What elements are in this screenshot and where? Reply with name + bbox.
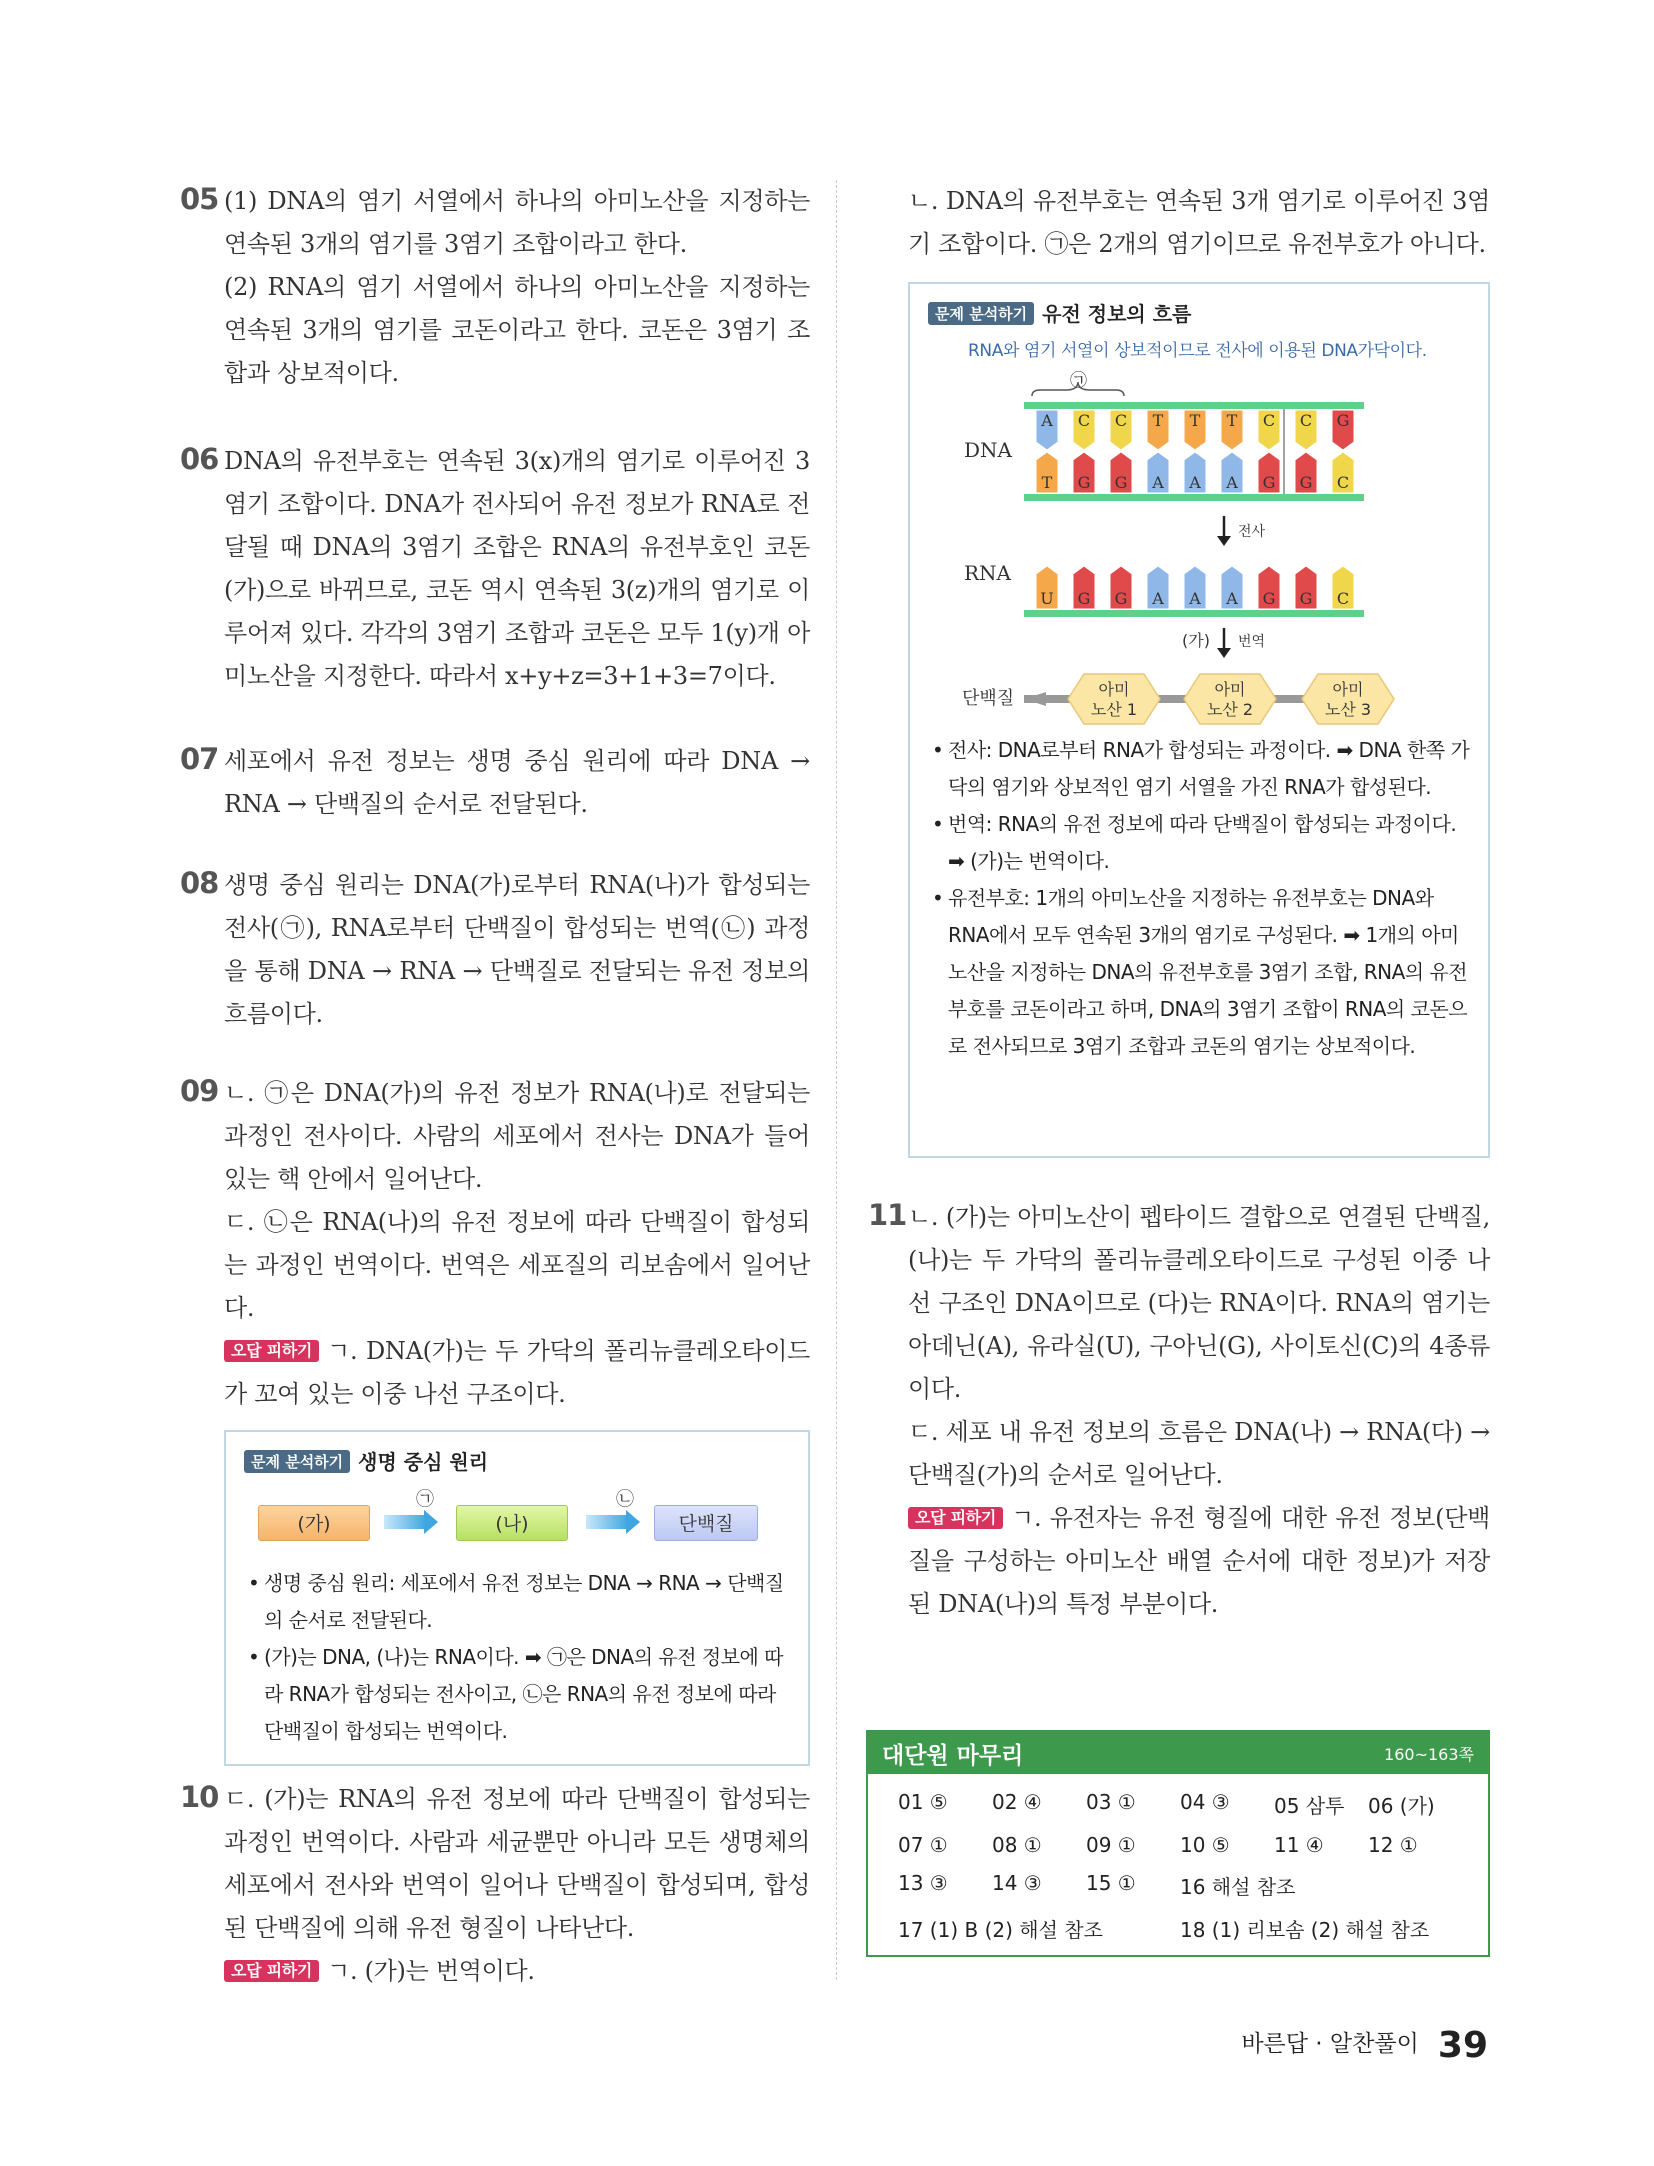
wrong-answer-tag: 오답 피하기 — [224, 1340, 319, 1362]
codon-marker-label: ㉠ — [1070, 371, 1087, 391]
flow-box-na: (나) — [456, 1505, 568, 1541]
answer-text: ㄱ. 유전자는 유전 형질에 대한 유전 정보(단백질을 구성하는 아미노산 배열 순서에 대한 정보)가 저장된 DNA(나)의 특정 부분이다. — [908, 1504, 1490, 1618]
box-title-text: 생명 중심 원리 — [358, 1450, 489, 1474]
amino-acid-label: 노산 1 — [1090, 700, 1138, 719]
answer-07 — [180, 740, 810, 826]
rna-base-letter: A — [1226, 589, 1238, 608]
rna-base-letter: A — [1189, 589, 1201, 608]
rna-base-letter: A — [1152, 589, 1164, 608]
flow-arrow-icon — [586, 1515, 628, 1529]
answer-key: 17 (1) B (2) 해설 참조 — [898, 1918, 1103, 1942]
answer-06 — [180, 440, 810, 698]
answer-text: ㄷ. (가)는 RNA의 유전 정보에 따라 단백질이 합성되는 과정인 번역이다. 사람과 세균뿐만 아니라 모든 생명체의 세포에서 전사와 번역이 일어나 단백질이 합성되며, 합성된 단백질에 의해 유전 형질이 나타난다. — [224, 1785, 810, 1942]
analysis-tag: 문제 분석하기 — [928, 302, 1034, 325]
wrong-answer-tag: 오답 피하기 — [908, 1507, 1003, 1529]
answer-text: ㄱ. (가)는 번역이다. — [327, 1957, 535, 1985]
dna-top-base-letter: C — [1262, 411, 1276, 430]
answer-text: ㄴ. (가)는 아미노산이 펩타이드 결합으로 연결된 단백질, (나)는 두 가닥의 폴리뉴클레오타이드로 구성된 이중 나선 구조인 DNA이므로 (다)는 RNA이다. RNA의 염기는 아데닌(A), 유라실(U), 구아닌(G), 사이토신(C)의 4종류이다. — [908, 1203, 1490, 1403]
amino-acid-label: 노산 2 — [1206, 700, 1254, 719]
answer-key: 08 ① — [992, 1833, 1042, 1857]
answer-text: (1) DNA의 염기 서열에서 하나의 아미노산을 지정하는 연속된 3개의 염기를 3염기 조합이라고 한다. — [224, 187, 810, 258]
page-footer — [1241, 2025, 1488, 2066]
answer-key: 03 ① — [1086, 1790, 1136, 1814]
analysis-box — [224, 1430, 810, 1766]
answer-text — [908, 1497, 1490, 1626]
answer-number: 08 — [180, 866, 219, 900]
answer-09 — [180, 1072, 810, 1766]
transcription-arrowhead-icon — [1217, 536, 1231, 546]
flow-box-protein: 단백질 — [654, 1505, 758, 1541]
flow-box-ga: (가) — [258, 1505, 370, 1541]
rna-base-letter: C — [1336, 589, 1350, 608]
answer-key: 01 ⑤ — [898, 1790, 948, 1814]
central-dogma-flow — [244, 1485, 792, 1555]
translation-arrowhead-icon — [1217, 648, 1231, 658]
amino-acid-label: 아미 — [1098, 680, 1130, 699]
answer-text: (2) RNA의 염기 서열에서 하나의 아미노산을 지정하는 연속된 3개의 염기를 코돈이라고 한다. 코돈은 3염기 조합과 상보적이다. — [224, 273, 810, 387]
column-divider — [836, 180, 837, 1980]
answer-10 — [180, 1778, 810, 1993]
dna-bottom-base-letter: A — [1226, 473, 1238, 492]
dna-top-base-letter: T — [1189, 411, 1201, 430]
answer-key: 06 (가) — [1368, 1794, 1435, 1818]
dna-bottom-base-letter: G — [1114, 473, 1128, 492]
answer-08 — [180, 864, 810, 1036]
unit-review-title: 대단원 마무리 — [882, 1742, 1024, 1769]
dna-top-base-letter: T — [1152, 411, 1164, 430]
dna-bottom-base-letter: C — [1336, 473, 1350, 492]
rna-base-letter: G — [1262, 589, 1276, 608]
answer-key: 15 ① — [1086, 1871, 1136, 1895]
dna-top-base-letter: C — [1114, 411, 1128, 430]
dna-top-backbone — [1024, 402, 1364, 409]
dna-top-base-letter: C — [1077, 411, 1091, 430]
dna-label: DNA — [964, 438, 1012, 462]
answer-text: ㄴ. ㉠은 DNA(가)의 유전 정보가 RNA(나)로 전달되는 과정인 전사이다. 사람의 세포에서 전사는 DNA가 들어 있는 핵 안에서 일어난다. — [224, 1079, 810, 1193]
box-bullet: • (가)는 DNA, (나)는 RNA이다. ➡ ㉠은 DNA의 유전 정보에 따라 RNA가 합성되는 전사이고, ㉡은 RNA의 유전 정보에 따라 단백질이 합성되는 번역이다. — [244, 1639, 792, 1750]
answer-key: 05 삼투 — [1274, 1794, 1345, 1818]
dna-bottom-base-letter: T — [1041, 473, 1053, 492]
answer-key: 18 (1) 리보솜 (2) 해설 참조 — [1180, 1918, 1430, 1942]
answer-text: ㄷ. 세포 내 유전 정보의 흐름은 DNA(나) → RNA(다) → 단백질(가)의 순서로 일어난다. — [908, 1418, 1490, 1489]
dna-bottom-base-letter: A — [1189, 473, 1201, 492]
answer-number: 10 — [180, 1780, 219, 1814]
answer-key: 14 ③ — [992, 1871, 1042, 1895]
box-bullet: • 유전부호: 1개의 아미노산을 지정하는 유전부호는 DNA와 RNA에서 모두 연속된 3개의 염기로 구성된다. ➡ 1개의 아미노산을 지정하는 DNA의 유전부호를 3염기 조합, RNA의 유전부호를 코돈이라고 하며, DNA의 3염기 조합이 RNA의 코돈으로 전사되므로 3염기 조합과 코돈의 염기는 상보적이다. — [928, 880, 1474, 1065]
rna-base-letter: G — [1299, 589, 1313, 608]
rna-label: RNA — [964, 561, 1012, 585]
answer-number: 07 — [180, 742, 219, 776]
answer-text: 세포에서 유전 정보는 생명 중심 원리에 따라 DNA → RNA → 단백질의 순서로 전달된다. — [224, 747, 810, 818]
protein-label: 단백질 — [962, 688, 1015, 709]
box-title — [244, 1446, 792, 1475]
answer-key: 16 해설 참조 — [1180, 1875, 1296, 1899]
dna-top-base-letter: T — [1226, 411, 1238, 430]
dna-top-base-letter: A — [1041, 411, 1053, 430]
book-label: 바른답 · 알찬풀이 — [1241, 2031, 1419, 2057]
rna-base-letter: G — [1114, 589, 1128, 608]
answer-text: ㄷ. ㉡은 RNA(나)의 유전 정보에 따라 단백질이 합성되는 과정인 번역이다. 번역은 세포질의 리보솜에서 일어난다. — [224, 1208, 810, 1322]
unit-review-header — [868, 1732, 1488, 1774]
flow-arrow-icon — [384, 1515, 426, 1529]
dna-bottom-base-letter: G — [1262, 473, 1276, 492]
wrong-answer-tag: 오답 피하기 — [224, 1960, 319, 1982]
page-number: 39 — [1437, 2025, 1488, 2066]
dna-top-base-letter: C — [1299, 411, 1313, 430]
answer-number: 11 — [868, 1198, 907, 1232]
amino-acid-label: 노산 3 — [1324, 700, 1372, 719]
answer-text — [224, 1330, 810, 1416]
answer-key: 10 ⑤ — [1180, 1833, 1230, 1857]
transcription-label: 전사 — [1238, 524, 1266, 540]
dna-bottom-base-letter: G — [1299, 473, 1313, 492]
answer-text — [224, 1950, 810, 1993]
unit-review-answers — [866, 1730, 1490, 1957]
answer-key: 02 ④ — [992, 1790, 1042, 1814]
dna-bottom-backbone — [1024, 494, 1364, 501]
answer-text: ㄱ. DNA(가)는 두 가닥의 폴리뉴클레오타이드가 꼬여 있는 이중 나선 구조이다. — [224, 1337, 810, 1408]
analysis-tag: 문제 분석하기 — [244, 1450, 350, 1473]
answer-number: 09 — [180, 1074, 219, 1108]
dna-bottom-base-letter: G — [1077, 473, 1091, 492]
analysis-box — [908, 282, 1490, 1158]
dna-note: RNA와 염기 서열이 상보적이므로 전사에 이용된 DNA가닥이다. — [968, 341, 1427, 361]
box-bullet: • 생명 중심 원리: 세포에서 유전 정보는 DNA → RNA → 단백질의 순서로 전달된다. — [244, 1565, 792, 1639]
chain-start-icon — [1024, 692, 1046, 706]
answer-number: 05 — [180, 182, 219, 216]
amino-acid-label: 아미 — [1332, 680, 1364, 699]
box-title-text: 유전 정보의 흐름 — [1042, 302, 1192, 326]
answer-grid — [898, 1790, 1468, 1943]
answer-text: 생명 중심 원리는 DNA(가)로부터 RNA(나)가 합성되는 전사(㉠), RNA로부터 단백질이 합성되는 번역(㉡) 과정을 통해 DNA → RNA → 단백질로 전달되는 유전 정보의 흐름이다. — [224, 871, 810, 1028]
box-title — [928, 298, 1472, 327]
box-bullet: • 전사: DNA로부터 RNA가 합성되는 과정이다. ➡ DNA 한쪽 가닥의 염기와 상보적인 염기 서열을 가진 RNA가 합성된다. — [928, 732, 1474, 806]
answer-number: 06 — [180, 442, 219, 476]
answer-05 — [180, 180, 810, 395]
answer-key: 11 ④ — [1274, 1833, 1324, 1857]
answer-text: DNA의 유전부호는 연속된 3(x)개의 염기로 이루어진 3염기 조합이다. DNA가 전사되어 유전 정보가 RNA로 전달될 때 DNA의 3염기 조합은 RNA의 유전부호인 코돈(가)으로 바뀌므로, 코돈 역시 연속된 3(z)개의 염기로 이루어져 있다. 각각의 3염기 조합과 코돈은 모두 1(y)개 아미노산을 지정한다. 따라서 x+y+z=3+1+3=7이다. — [224, 447, 810, 690]
answer-key: 07 ① — [898, 1833, 948, 1857]
unit-review-pages: 160~163쪽 — [1384, 1744, 1474, 1764]
box-bullet: • 번역: RNA의 유전 정보에 따라 단백질이 합성되는 과정이다. ➡ (가)는 번역이다. — [928, 806, 1474, 880]
answer-text: ㄴ. DNA의 유전부호는 연속된 3개 염기로 이루어진 3염기 조합이다. ㉠은 2개의 염기이므로 유전부호가 아니다. — [908, 187, 1490, 258]
translation-label: 번역 — [1238, 634, 1266, 650]
answer-key: 04 ③ — [1180, 1790, 1230, 1814]
amino-acid-label: 아미 — [1214, 680, 1246, 699]
gene-flow-diagram — [928, 364, 1474, 784]
answer-key: 09 ① — [1086, 1833, 1136, 1857]
rna-backbone — [1024, 610, 1364, 617]
rna-base-letter: G — [1077, 589, 1091, 608]
answer-11 — [868, 1196, 1490, 1626]
rna-base-letter: U — [1040, 589, 1054, 608]
flow-label-2: ㉡ — [616, 1489, 634, 1510]
dna-bottom-base-letter: A — [1152, 473, 1164, 492]
flow-label-1: ㉠ — [416, 1489, 434, 1510]
answer-key: 13 ③ — [898, 1871, 948, 1895]
answer-key: 12 ① — [1368, 1833, 1418, 1857]
dna-top-base-letter: G — [1336, 411, 1350, 430]
translation-ga-label: (가) — [1182, 631, 1210, 650]
